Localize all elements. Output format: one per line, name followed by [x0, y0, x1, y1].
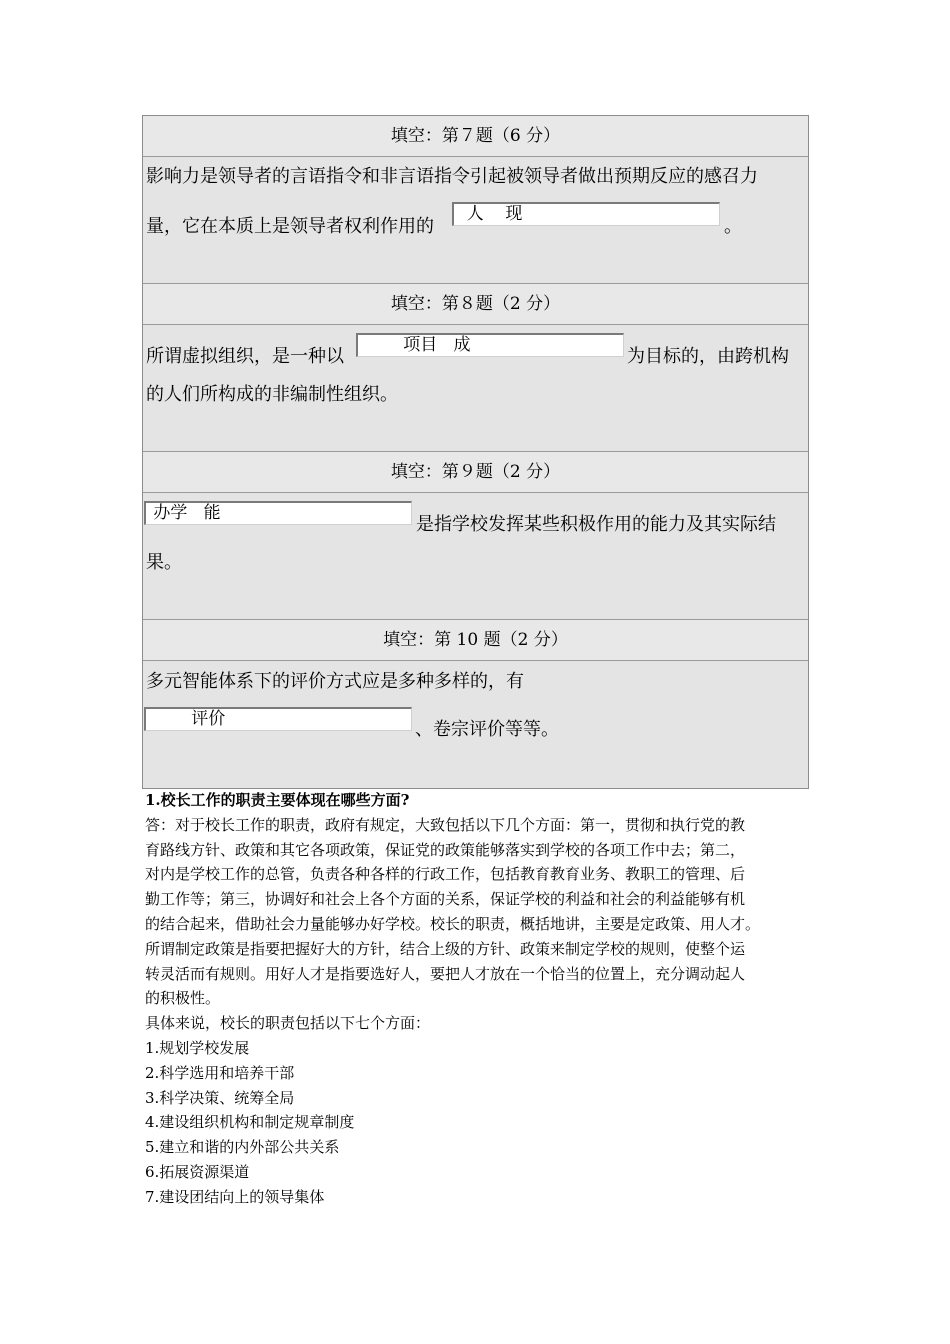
question-9-text-line2: 果。 [146, 552, 182, 573]
question-7-text-end: 。 [724, 216, 742, 237]
question-7-text-line1: 影响力是领导者的言语指令和非言语指令引起被领导者做出预期反应的感召力 [146, 166, 758, 187]
question-7-header: 填空：第７题（6 分） [143, 116, 808, 157]
question-8-text-after: 为目标的，由跨机构 [627, 346, 789, 367]
answer-line: 具体来说，校长的职责包括以下七个方面： [145, 1014, 431, 1033]
answer-line: 的积极性。 [145, 989, 221, 1008]
question-10-header: 填空：第 10 题（2 分） [143, 620, 808, 661]
question-9-header: 填空：第９题（2 分） [143, 452, 808, 493]
list-item: 4.建设组织机构和制定规章制度 [145, 1113, 355, 1132]
answer-line: 育路线方针、政策和其它各项政策，保证党的政策能够落实到学校的各项工作中去；第二， [145, 840, 746, 859]
list-item: 2.科学选用和培养干部 [145, 1063, 295, 1082]
answer-section [145, 788, 810, 1210]
question-7-text-line2: 量，它在本质上是领导者权利作用的 [146, 216, 434, 237]
answer-line: 答：对于校长工作的职责，政府有规定，大致包括以下几个方面：第一，贯彻和执行党的教 [145, 815, 746, 834]
list-item: 3.科学决策、统筹全局 [145, 1088, 295, 1107]
question-7-answer-field[interactable]: 人 现 [452, 202, 720, 226]
list-item: 7.建设团结向上的领导集体 [145, 1187, 325, 1206]
answer-line: 转灵活而有规则。用好人才是指要选好人，要把人才放在一个恰当的位置上，充分调动起人 [145, 964, 746, 983]
question-10-answer-field[interactable]: 评价 [144, 707, 412, 731]
question-9-answer-field[interactable]: 办学 能 [144, 501, 412, 525]
list-item: 5.建立和谐的内外部公共关系 [145, 1138, 340, 1157]
question-9-body [143, 493, 808, 620]
question-10-body [143, 661, 808, 788]
question-8-body [143, 325, 808, 452]
answer-line: 对内是学校工作的总管，负责各种各样的行政工作，包括教育教育业务、教职工的管理、后 [145, 865, 746, 884]
list-item: 6.拓展资源渠道 [145, 1162, 250, 1181]
question-9-text-after: 是指学校发挥某些积极作用的能力及其实际结 [416, 514, 776, 535]
list-item: 1.规划学校发展 [145, 1038, 250, 1057]
answer-line: 所谓制定政策是指要把握好大的方针，结合上级的方针、政策来制定学校的规则，使整个运 [145, 939, 746, 958]
question-8-answer-field[interactable]: 项目 成 [356, 333, 624, 357]
answer-title: 1.校长工作的职责主要体现在哪些方面? [145, 791, 410, 809]
question-7-body [143, 157, 808, 284]
quiz-panel [142, 115, 809, 789]
question-8-text-line2: 的人们所构成的非编制性组织。 [146, 384, 398, 405]
answer-line: 的结合起来，借助社会力量能够办好学校。校长的职责，概括地讲，主要是定政策、用人才。 [145, 914, 761, 933]
question-10-text-line1: 多元智能体系下的评价方式应是多种多样的，有 [146, 671, 524, 692]
question-8-text-start: 所谓虚拟组织，是一种以 [146, 346, 344, 367]
answer-line: 勤工作等；第三，协调好和社会上各个方面的关系，保证学校的利益和社会的利益能够有机 [145, 890, 746, 909]
question-10-text-after: 、卷宗评价等等。 [415, 719, 559, 740]
question-8-header: 填空：第８题（2 分） [143, 284, 808, 325]
